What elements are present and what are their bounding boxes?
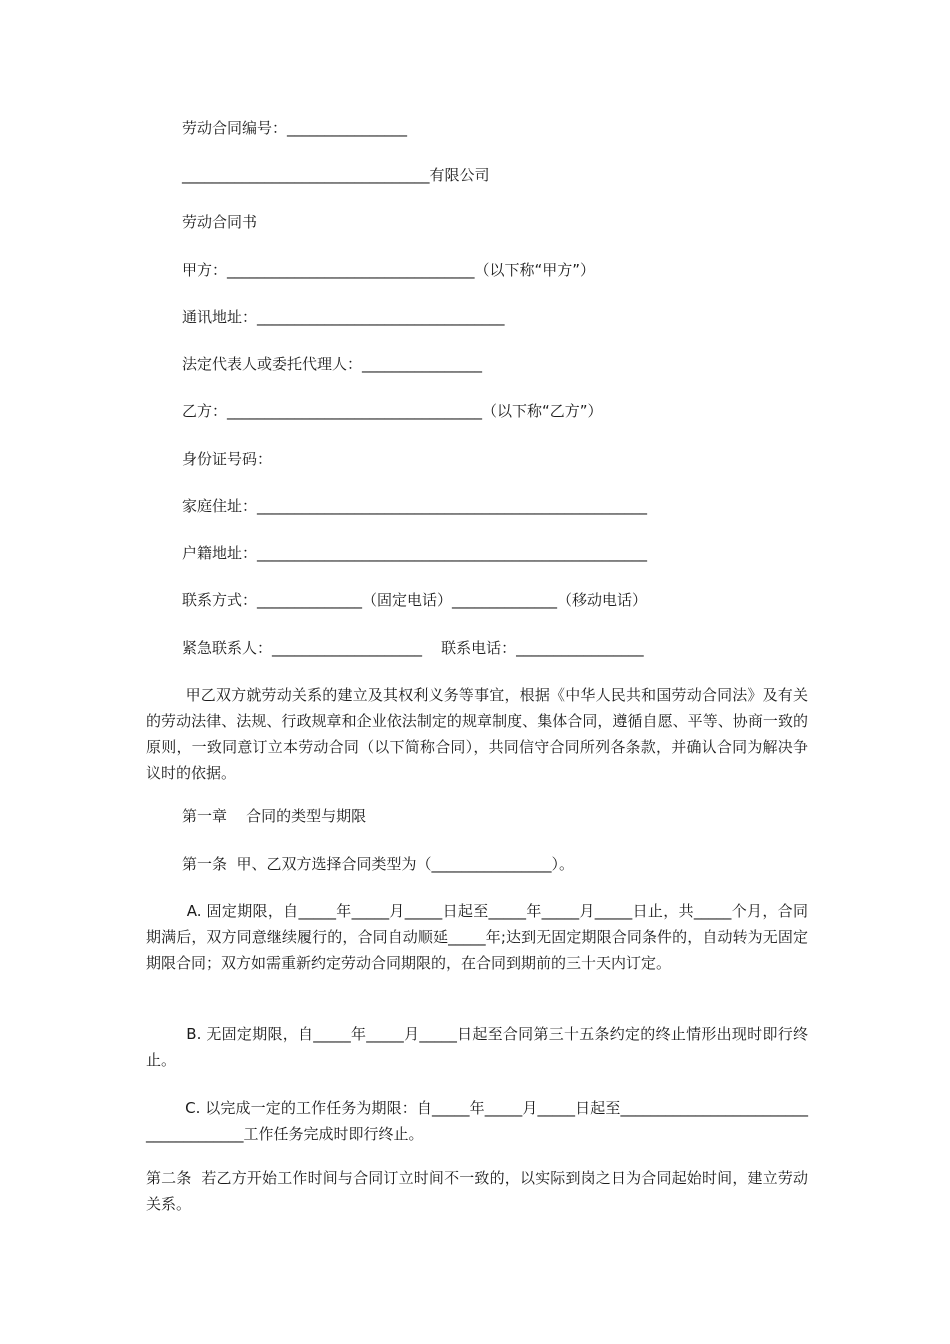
option-c-paragraph: C. 以完成一定的工作任务为期限：自_____年_____月_____日起至______________________________________工作任务完成时即行终止。 [146, 1099, 808, 1143]
home-address-line: 家庭住址：____________________________________________________ [182, 497, 648, 515]
article-two: 第二条 若乙方开始工作时间与合同订立时间不一致的，以实际到岗之日为合同起始时间，建立劳动关系。 [146, 1169, 808, 1213]
emergency-contact-line: 紧急联系人：____________________ 联系电话：_________________ [182, 639, 644, 657]
legal-representative-line: 法定代表人或委托代理人：________________ [182, 355, 483, 373]
preamble-paragraph: 甲乙双方就劳动关系的建立及其权利义务等事宜，根据《中华人民共和国劳动合同法》及有关的劳动法律、法规、行政规章和企业依法制定的规章制度、集体合同，遵循自愿、平等、协商一致的原则，一致同意订立本劳动合同（以下简称合同），共同信守合同所列各条款，并确认合同为解决争议时的依据。 [146, 686, 808, 782]
party-b-line: 乙方：__________________________________（以下称“乙方”） [182, 402, 603, 420]
mailing-address-line: 通讯地址：_________________________________ [182, 308, 505, 326]
chapter-one-heading: 第一章 合同的类型与期限 [182, 807, 367, 825]
article-one: 第一条 甲、乙双方选择合同类型为（________________）。 [182, 855, 575, 873]
option-b-paragraph: B. 无固定期限，自_____年_____月_____日起至合同第三十五条约定的终止情形出现时即行终止。 [146, 1025, 808, 1069]
contact-line: 联系方式：______________（固定电话）______________（移动电话） [182, 591, 648, 609]
document-title: 劳动合同书 [182, 213, 258, 231]
contract-number-line: 劳动合同编号：________________ [182, 119, 408, 137]
household-address-line: 户籍地址：____________________________________________________ [182, 544, 648, 562]
company-name-line: _________________________________有限公司 [182, 166, 490, 184]
party-a-line: 甲方：_________________________________（以下称“甲方”） [182, 261, 596, 279]
option-a-paragraph: A. 固定期限，自_____年_____月_____日起至_____年_____月_____日止，共_____个月，合同期满后，双方同意继续履行的，合同自动顺延_____年;达到无固定期限合同条件的，自动转为无固定期限合同；双方如需重新约定劳动合同期限的，在合同到期前的三十天内订定。 [146, 902, 808, 972]
id-number-line: 身份证号码： [182, 450, 273, 468]
